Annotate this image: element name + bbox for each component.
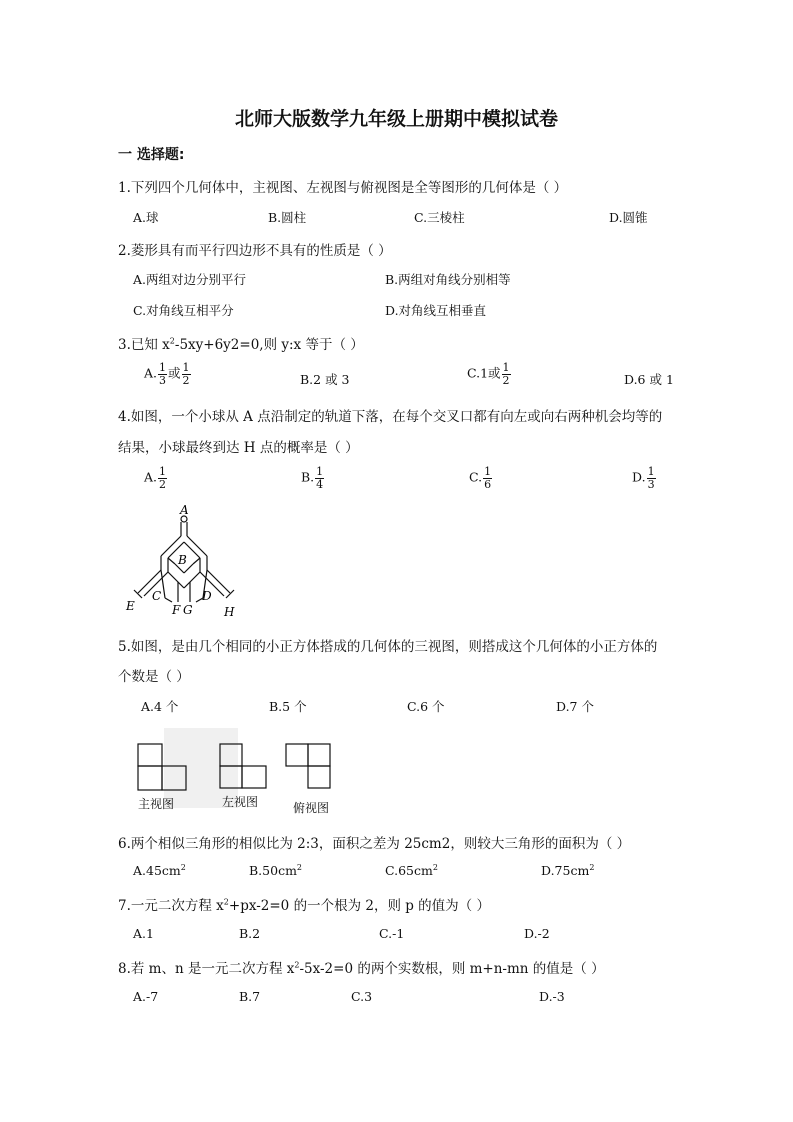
section-heading: 一 选择题: xyxy=(118,147,185,163)
q5-option-a: A.4 个 xyxy=(141,699,179,714)
denominator: 2 xyxy=(182,373,190,387)
q6-option-c xyxy=(385,863,438,878)
page-title: 北师大版数学九年级上册期中模拟试卷 xyxy=(234,108,558,130)
q3-a-fraction-1 xyxy=(158,362,167,386)
question-4-line-2: 结果，小球最终到达 H 点的概率是（ ） xyxy=(118,440,359,456)
q8-exponent: 2 xyxy=(294,960,300,970)
track-diagram xyxy=(120,502,250,620)
numerator: 1 xyxy=(316,465,324,478)
numerator: 1 xyxy=(159,465,167,478)
top-view-cell xyxy=(308,766,330,788)
q6-a-exponent: 2 xyxy=(180,863,186,872)
question-2-stem: 2.菱形具有而平行四边形不具有的性质是（ ） xyxy=(118,243,392,259)
question-1-stem: 1.下列四个几何体中，主视图、左视图与俯视图是全等图形的几何体是（ ） xyxy=(118,180,568,196)
q7-option-a: A.1 xyxy=(133,926,154,941)
question-6-stem: 6.两个相似三角形的相似比为 2:3，面积之差为 25cm2，则较大三角形的面积为（ ） xyxy=(118,836,631,852)
numerator: 1 xyxy=(647,465,655,478)
q6-c-exponent: 2 xyxy=(432,863,438,872)
q3-a-fraction-2 xyxy=(182,362,191,386)
q2-option-c: C.对角线互相平分 xyxy=(133,303,234,318)
q8-option-a: A.-7 xyxy=(133,989,159,1004)
q4-option-b xyxy=(301,466,325,490)
q7-stem-pre: 7.一元二次方程 x xyxy=(118,898,224,914)
q7-stem-post: +px-2=0 的一个根为 2，则 p 的值为（ ） xyxy=(228,898,490,914)
q4-b-label: B. xyxy=(301,469,315,485)
front-view-cell xyxy=(138,744,162,766)
denominator: 2 xyxy=(159,477,167,491)
q6-d-text: D.75cm xyxy=(541,863,590,879)
question-8-stem xyxy=(118,957,605,977)
label-E: E xyxy=(126,599,135,613)
q3-option-a xyxy=(144,362,192,386)
question-4-line-1: 4.如图，一个小球从 A 点沿制定的轨道下落，在每个交叉口都有向左或向右两种机会均等的 xyxy=(118,409,663,425)
q8-option-b: B.7 xyxy=(239,989,261,1004)
label-D: D xyxy=(202,589,212,603)
q2-option-d: D.对角线互相垂直 xyxy=(385,303,487,318)
q4-d-label: D. xyxy=(632,469,646,485)
q3-option-c xyxy=(467,362,512,386)
q1-option-d: D.圆锥 xyxy=(609,210,648,225)
q4-option-d xyxy=(632,466,657,490)
denominator: 6 xyxy=(484,477,492,491)
q3-stem-pre: 3.已知 x xyxy=(118,337,170,353)
q3-c-fraction xyxy=(502,362,511,386)
q2-option-a: A.两组对边分别平行 xyxy=(133,272,247,287)
q7-option-c: C.-1 xyxy=(379,926,405,941)
q3-a-or: 或 xyxy=(168,365,181,381)
q3-option-b: B.2 或 3 xyxy=(300,372,350,387)
q3-stem-post: -5xy+6y2=0,则 y:x 等于（ ） xyxy=(174,337,364,353)
q4-option-c xyxy=(469,466,493,490)
q6-option-b xyxy=(249,863,302,878)
denominator: 4 xyxy=(316,477,324,491)
label-H: H xyxy=(224,605,235,619)
label-G: G xyxy=(183,603,193,617)
q1-option-a: A.球 xyxy=(133,210,159,225)
q4-a-fraction xyxy=(158,466,167,490)
q2-option-b: B.两组对角线分别相等 xyxy=(385,272,511,287)
q4-c-fraction xyxy=(483,466,492,490)
q8-stem-pre: 8.若 m、n 是一元二次方程 x xyxy=(118,961,295,977)
q3-c-label: C.1或 xyxy=(467,365,501,381)
q7-exponent: 2 xyxy=(223,897,229,907)
denominator: 2 xyxy=(502,373,510,387)
q7-option-b: B.2 xyxy=(239,926,261,941)
caption-top-view: 俯视图 xyxy=(293,801,330,815)
top-view-cell xyxy=(308,744,330,766)
numerator: 1 xyxy=(159,361,167,374)
left-view-cell xyxy=(242,766,266,788)
q4-c-label: C. xyxy=(469,469,483,485)
question-7-stem xyxy=(118,894,490,914)
q4-d-fraction xyxy=(647,466,656,490)
numerator: 1 xyxy=(182,361,190,374)
q6-a-text: A.45cm xyxy=(133,863,181,879)
question-3-stem xyxy=(118,333,364,353)
q5-option-d: D.7 个 xyxy=(556,699,594,714)
q6-option-d xyxy=(541,863,594,878)
q4-b-fraction xyxy=(315,466,324,490)
question-5-line-2: 个数是（ ） xyxy=(118,669,190,685)
q1-option-b: B.圆柱 xyxy=(268,210,307,225)
q6-c-text: C.65cm xyxy=(385,863,433,879)
q6-option-a xyxy=(133,863,186,878)
q6-d-exponent: 2 xyxy=(589,863,595,872)
denominator: 3 xyxy=(647,477,655,491)
q7-option-d: D.-2 xyxy=(524,926,550,941)
denominator: 3 xyxy=(159,373,167,387)
front-view-cell xyxy=(138,766,162,790)
q3-a-label: A. xyxy=(144,365,158,381)
q4-option-a xyxy=(144,466,168,490)
label-C: C xyxy=(152,589,162,603)
q1-option-c: C.三棱柱 xyxy=(414,210,465,225)
q6-b-exponent: 2 xyxy=(296,863,303,872)
label-B: B xyxy=(178,553,187,567)
caption-left-view: 左视图 xyxy=(222,795,259,809)
q6-b-text: B.50cm xyxy=(249,863,297,879)
q8-option-d: D.-3 xyxy=(539,989,565,1004)
label-A: A xyxy=(180,503,189,517)
label-F: F xyxy=(172,603,181,617)
top-view-cell xyxy=(286,744,308,766)
q4-a-label: A. xyxy=(144,469,158,485)
question-5-line-1: 5.如图，是由几个相同的小正方体搭成的几何体的三视图，则搭成这个几何体的小正方体的 xyxy=(118,639,658,655)
q3-exponent: 2 xyxy=(169,336,175,346)
caption-front-view: 主视图 xyxy=(138,797,175,811)
q3-option-d: D.6 或 1 xyxy=(624,372,674,387)
numerator: 1 xyxy=(484,465,492,478)
numerator: 1 xyxy=(502,361,510,374)
q8-stem-post: -5x-2=0 的两个实数根，则 m+n-mn 的值是（ ） xyxy=(299,961,605,977)
q5-option-b: B.5 个 xyxy=(269,699,307,714)
q8-option-c: C.3 xyxy=(351,989,373,1004)
q5-option-c: C.6 个 xyxy=(407,699,445,714)
